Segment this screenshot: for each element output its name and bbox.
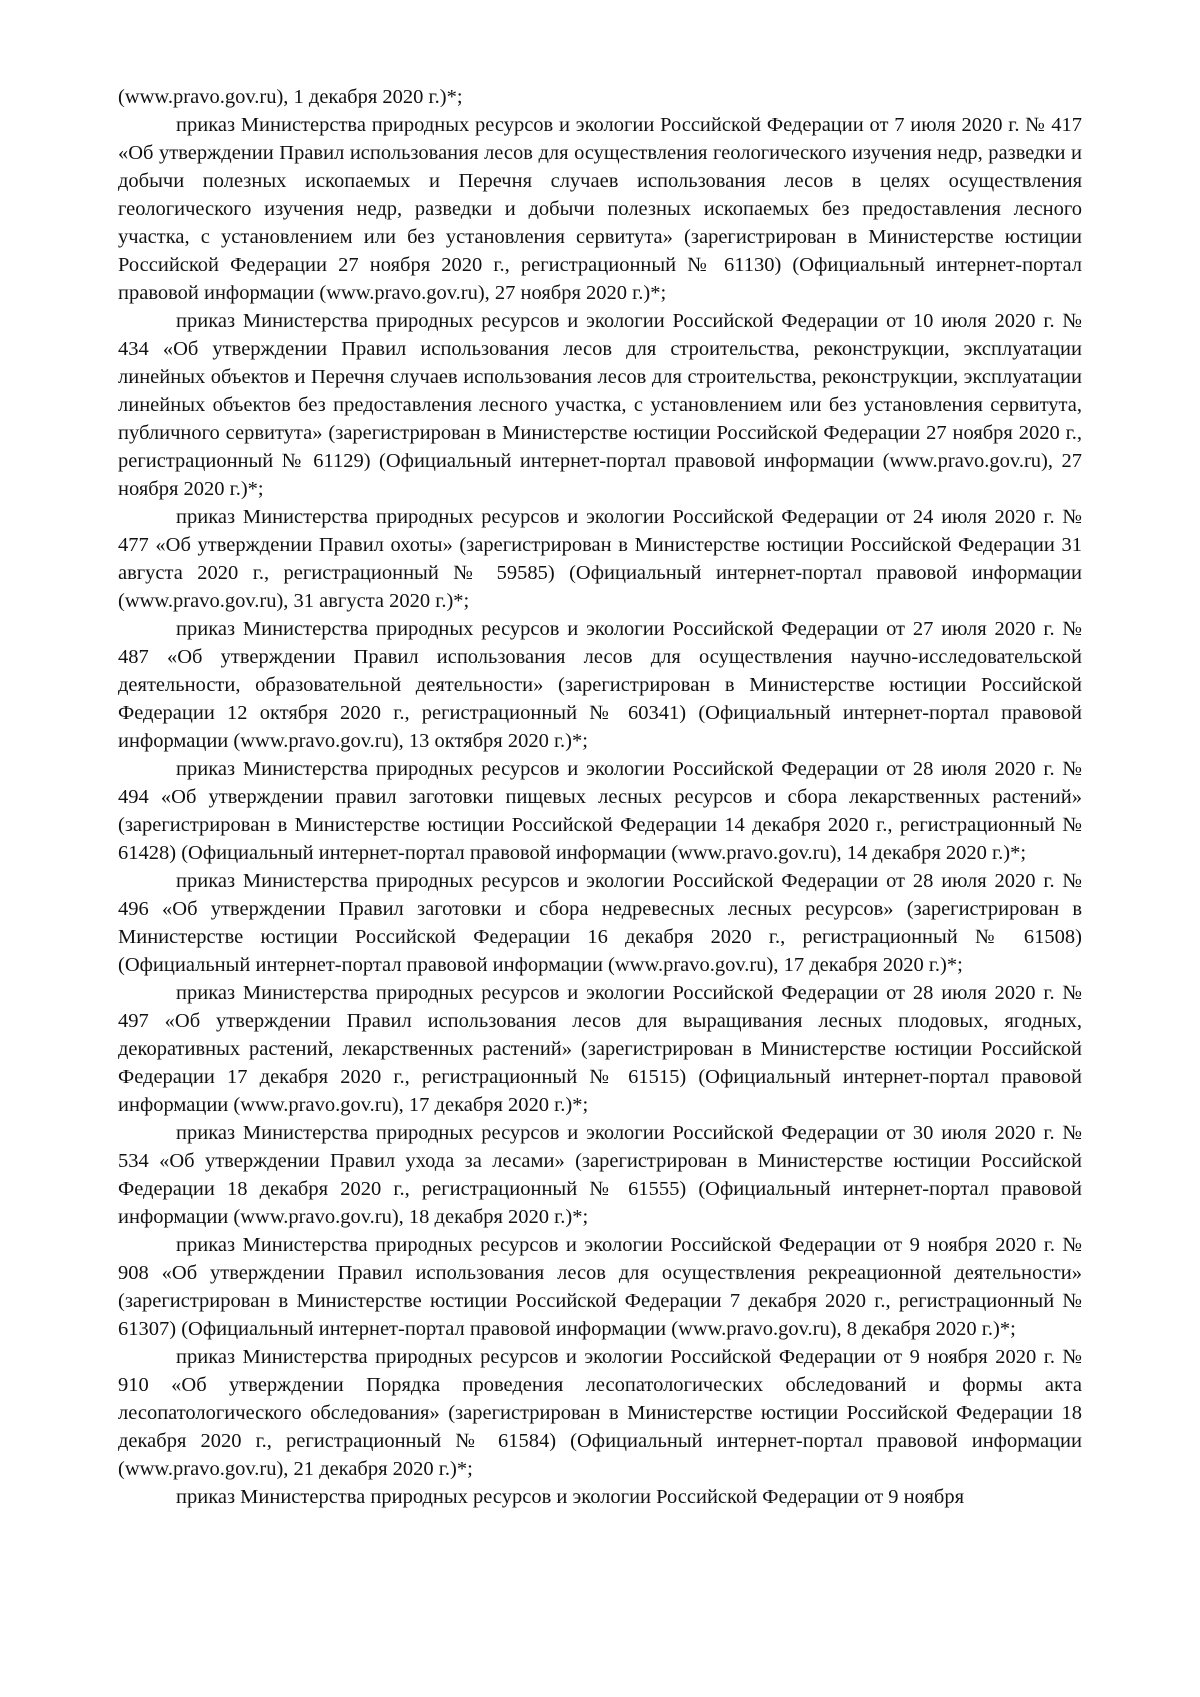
paragraph-order-497: приказ Министерства природных ресурсов и экологии Российской Федерации от 28 июля 2020 г. № 497 «Об утверждении Правил использования лесов для выращивания лесных плодовых, ягодных, декоративных растений, лекарственных растений» (зарегистрирован в Министерстве юстиции Российской Федерации 17 декабря 2020 г., регистрационный № 61515) (Официальный интернет-портал правовой информации (www.pravo.gov.ru), 17 декабря 2020 г.)*; (118, 982, 1082, 1116)
paragraph-order-494: приказ Министерства природных ресурсов и экологии Российской Федерации от 28 июля 2020 г. № 494 «Об утверждении правил заготовки пищевых лесных ресурсов и сбора лекарственных растений» (зарегистрирован в Министерстве юстиции Российской Федерации 14 декабря 2020 г., регистрационный № 61428) (Официальный интернет-портал правовой информации (www.pravo.gov.ru), 14 декабря 2020 г.)*; (118, 758, 1082, 864)
paragraph-order-487: приказ Министерства природных ресурсов и экологии Российской Федерации от 27 июля 2020 г. № 487 «Об утверждении Правил использования лесов для осуществления научно-исследовательской деятельности, образовательной деятельности» (зарегистрирован в Министерстве юстиции Российской Федерации 12 октября 2020 г., регистрационный № 60341) (Официальный интернет-портал правовой информации (www.pravo.gov.ru), 13 октября 2020 г.)*; (118, 618, 1082, 752)
paragraph-order-477: приказ Министерства природных ресурсов и экологии Российской Федерации от 24 июля 2020 г. № 477 «Об утверждении Правил охоты» (зарегистрирован в Министерстве юстиции Российской Федерации 31 августа 2020 г., регистрационный № 59585) (Официальный интернет-портал правовой информации (www.pravo.gov.ru), 31 августа 2020 г.)*; (118, 506, 1082, 612)
paragraph-order-534: приказ Министерства природных ресурсов и экологии Российской Федерации от 30 июля 2020 г. № 534 «Об утверждении Правил ухода за лесами» (зарегистрирован в Министерстве юстиции Российской Федерации 18 декабря 2020 г., регистрационный № 61555) (Официальный интернет-портал правовой информации (www.pravo.gov.ru), 18 декабря 2020 г.)*; (118, 1122, 1082, 1228)
paragraph-order-417: приказ Министерства природных ресурсов и экологии Российской Федерации от 7 июля 2020 г. № 417 «Об утверждении Правил использования лесов для осуществления геологического изучения недр, разведки и добычи полезных ископаемых и Перечня случаев использования лесов в целях осуществления геологического изучения недр, разведки и добычи полезных ископаемых без предоставления лесного участка, с установлением или без установления сервитута» (зарегистрирован в Министерстве юстиции Российской Федерации 27 ноября 2020 г., регистрационный № 61130) (Официальный интернет-портал правовой информации (www.pravo.gov.ru), 27 ноября 2020 г.)*; (118, 114, 1082, 304)
paragraph-order-908: приказ Министерства природных ресурсов и экологии Российской Федерации от 9 ноября 2020 г. № 908 «Об утверждении Правил использования лесов для осуществления рекреационной деятельности» (зарегистрирован в Министерстве юстиции Российской Федерации 7 декабря 2020 г., регистрационный № 61307) (Официальный интернет-портал правовой информации (www.pravo.gov.ru), 8 декабря 2020 г.)*; (118, 1234, 1082, 1340)
paragraph-continuation: (www.pravo.gov.ru), 1 декабря 2020 г.)*; (118, 86, 463, 108)
paragraph-order-434: приказ Министерства природных ресурсов и экологии Российской Федерации от 10 июля 2020 г. № 434 «Об утверждении Правил использования лесов для строительства, реконструкции, эксплуатации линейных объектов и Перечня случаев использования лесов для строительства, реконструкции, эксплуатации линейных объектов без предоставления лесного участка, с установлением или без установления сервитута, публичного сервитута» (зарегистрирован в Министерстве юстиции Российской Федерации 27 ноября 2020 г., регистрационный № 61129) (Официальный интернет-портал правовой информации (www.pravo.gov.ru), 27 ноября 2020 г.)*; (118, 310, 1082, 500)
paragraph-order-910: приказ Министерства природных ресурсов и экологии Российской Федерации от 9 ноября 2020 г. № 910 «Об утверждении Порядка проведения лесопатологических обследований и формы акта лесопатологического обследования» (зарегистрирован в Министерстве юстиции Российской Федерации 18 декабря 2020 г., регистрационный № 61584) (Официальный интернет-портал правовой информации (www.pravo.gov.ru), 21 декабря 2020 г.)*; (118, 1346, 1082, 1480)
paragraph-order-496: приказ Министерства природных ресурсов и экологии Российской Федерации от 28 июля 2020 г. № 496 «Об утверждении Правил заготовки и сбора недревесных лесных ресурсов» (зарегистрирован в Министерстве юстиции Российской Федерации 16 декабря 2020 г., регистрационный № 61508) (Официальный интернет-портал правовой информации (www.pravo.gov.ru), 17 декабря 2020 г.)*; (118, 870, 1082, 976)
paragraph-order-truncated: приказ Министерства природных ресурсов и экологии Российской Федерации от 9 ноября (176, 1486, 965, 1508)
document-body (118, 83, 1082, 1511)
